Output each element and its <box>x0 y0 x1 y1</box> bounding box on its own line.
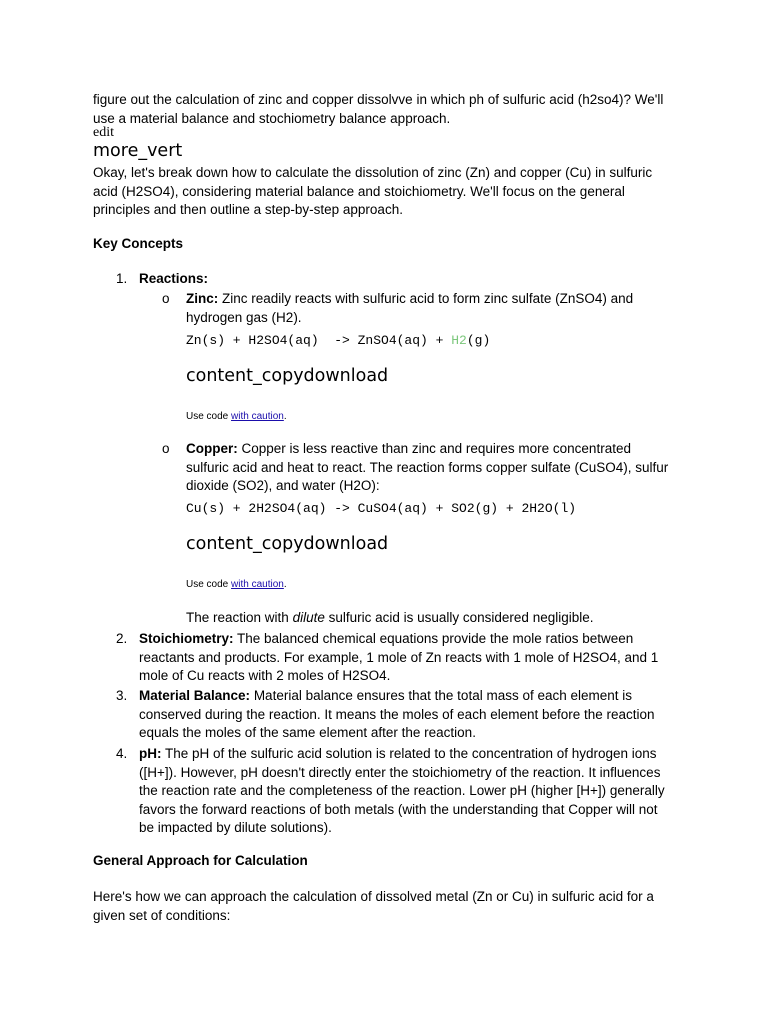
intro-text <box>93 164 652 220</box>
stoichiometry-line-1: The balanced chemical equations provide the mole ratios between <box>237 631 634 646</box>
closing-line-2: given set of conditions: <box>93 907 231 923</box>
bullet-marker-copper: o <box>162 441 170 456</box>
ph-line-2: ([H+]). However, pH doesn't directly enter the stoichiometry of the reaction. It influences <box>139 764 661 780</box>
content-copy-download-icon[interactable]: content_copydownload <box>186 534 389 554</box>
copper-line-2: sulfuric acid and heat to react. The reaction forms copper sulfate (CuSO4), sulfur <box>186 459 669 475</box>
bullet-marker-zinc: o <box>162 291 170 306</box>
more-vert-icon[interactable]: more_vert <box>93 141 183 161</box>
question-text <box>93 91 663 128</box>
ph-line-3: the reaction rate and the completeness of the reaction. Lower pH (higher [H+]) generally <box>139 783 665 798</box>
closing-line-1: Here's how we can approach the calculation of dissolved metal (Zn or Cu) in sulfuric acid for a <box>93 889 654 904</box>
general-approach-heading: General Approach for Calculation <box>93 853 308 868</box>
stoichiometry-title: Stoichiometry: <box>139 631 234 646</box>
closing-text <box>93 888 654 925</box>
intro-line-3: principles and then outline a step-by-step approach. <box>93 202 403 217</box>
zinc-description <box>186 290 633 327</box>
ph-line-1: The pH of the sulfuric acid solution is related to the concentration of hydrogen ions <box>165 746 657 761</box>
edit-icon[interactable]: edit <box>93 125 114 140</box>
caution-link[interactable]: with caution <box>231 579 284 590</box>
copper-description <box>186 440 668 496</box>
ph-line-4: favors the forward reactions of both metals (with the understanding that Copper will not <box>139 801 658 817</box>
zinc-line-2: hydrogen gas (H2). <box>186 309 302 325</box>
code-highlight-h2: H2 <box>451 333 467 348</box>
key-concepts-heading: Key Concepts <box>93 236 184 251</box>
zinc-reaction-code: Zn(s) + H2SO4(aq) -> ZnSO4(aq) + H2(g) <box>186 333 491 348</box>
content-copy-download-icon[interactable]: content_copydownload <box>186 366 389 386</box>
intro-line-2: acid (H2SO4), considering material balance and stoichiometry. We'll focus on the general <box>93 183 625 199</box>
zinc-caution-note: Use code with caution. <box>186 411 287 422</box>
material-balance-text <box>139 687 655 743</box>
stoichiometry-line-2: reactants and products. For example, 1 mole of Zn reacts with 1 mole of H2SO4, and 1 <box>139 649 659 665</box>
list-number-1: 1. <box>116 271 128 286</box>
material-balance-line-2: conserved during the reaction. It means the moles of each element before the reaction <box>139 706 655 722</box>
list-number-3: 3. <box>116 688 128 703</box>
material-balance-line-1: Material balance ensures that the total mass of each element is <box>253 688 633 703</box>
copper-label: Copper: <box>186 441 238 456</box>
ph-line-5: be impacted by dilute solutions). <box>139 820 332 835</box>
material-balance-title: Material Balance: <box>139 688 251 703</box>
zinc-label: Zinc: <box>186 291 219 306</box>
intro-line-1: Okay, let's break down how to calculate the dissolution of zinc (Zn) and copper (Cu) in sulfuric <box>93 165 653 180</box>
copper-line-1: Copper is less reactive than zinc and requires more concentrated <box>241 441 631 456</box>
question-line-2: use a material balance and stochiometry balance approach. <box>93 110 451 126</box>
list-number-2: 2. <box>116 631 128 646</box>
stoichiometry-text <box>139 630 658 686</box>
ph-text <box>139 745 665 838</box>
reactions-title: Reactions: <box>139 271 209 286</box>
copper-line-3: dioxide (SO2), and water (H2O): <box>186 478 380 493</box>
zinc-line-1: Zinc readily reacts with sulfuric acid to form zinc sulfate (ZnSO4) and <box>222 291 634 306</box>
stoichiometry-line-3: mole of Cu reacts with 2 moles of H2SO4. <box>139 668 391 683</box>
copper-reaction-code: Cu(s) + 2H2SO4(aq) -> CuSO4(aq) + SO2(g) + 2H2O(l) <box>186 501 577 516</box>
material-balance-line-3: equals the moles of the same element after the reaction. <box>139 725 476 740</box>
question-line-1: figure out the calculation of zinc and copper dissolvve in which ph of sulfuric acid (h2so4)? We'll <box>93 92 664 107</box>
list-number-4: 4. <box>116 746 128 761</box>
ph-title: pH: <box>139 746 162 761</box>
dilute-note: The reaction with dilute sulfuric acid is usually considered negligible. <box>186 610 594 625</box>
caution-link[interactable]: with caution <box>231 411 284 422</box>
copper-caution-note: Use code with caution. <box>186 579 287 590</box>
